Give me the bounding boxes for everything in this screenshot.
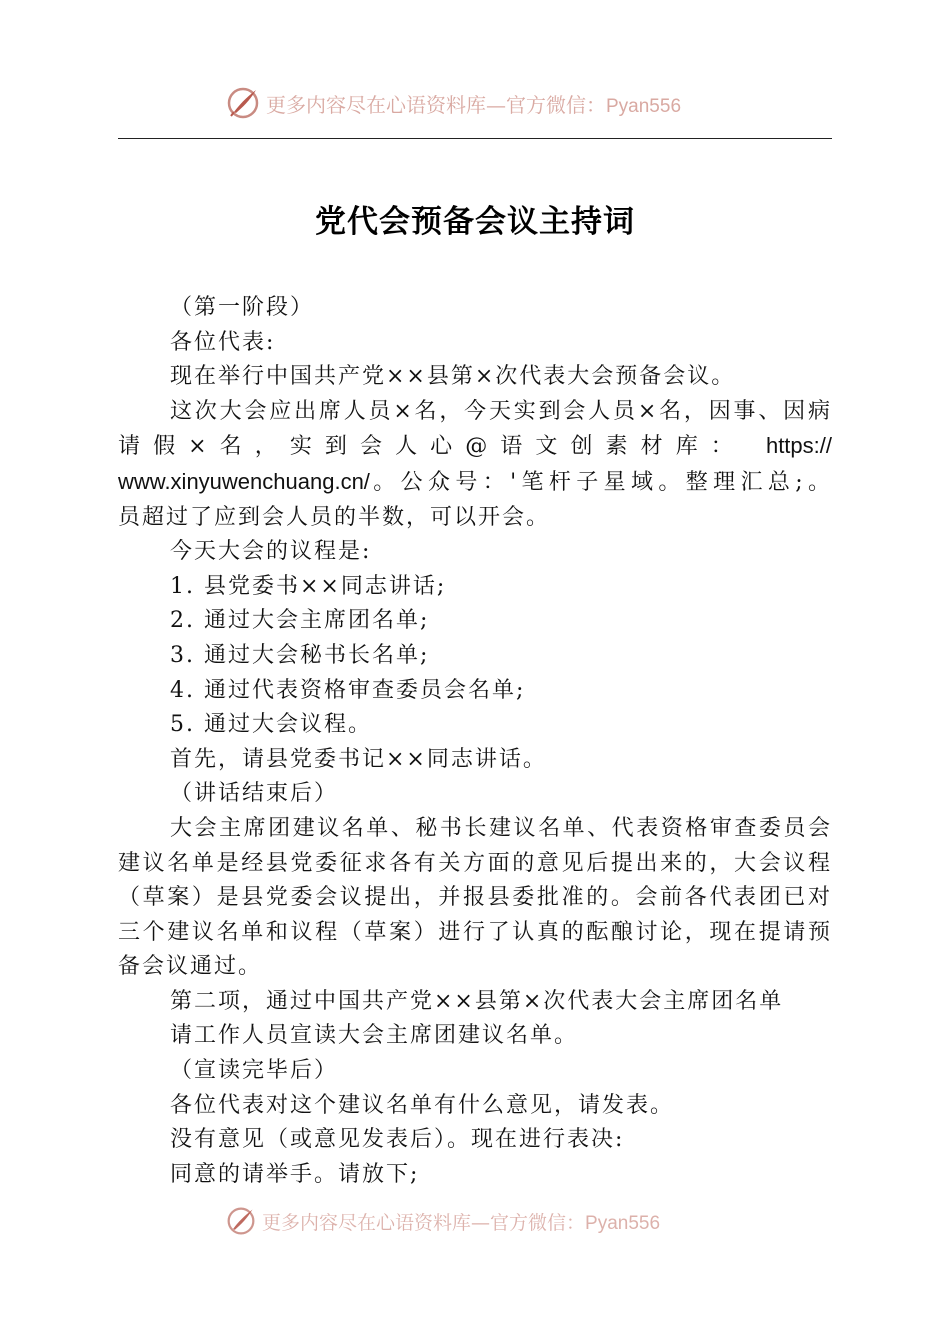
quill-logo-icon bbox=[226, 1206, 256, 1236]
paragraph: 同意的请举手。请放下; bbox=[170, 1161, 420, 1187]
paragraph: 没有意见（或意见发表后）。现在进行表决: bbox=[170, 1127, 625, 1153]
paragraph: （第一阶段） bbox=[170, 295, 315, 320]
paragraph-text-after-url: 。公众号：'笔杆子星域。整理汇总;。 bbox=[369, 469, 832, 495]
list-item: 2. 通过大会主席团名单; bbox=[170, 608, 430, 634]
list-item: 5. 通过大会议程。 bbox=[170, 712, 372, 738]
watermark-header bbox=[226, 84, 681, 122]
paragraph-text: 这次大会应出席人员×名，今天实到会人员×名，因事、因病请假×名，实到会人心@语文创素材库： bbox=[118, 398, 832, 460]
watermark-footer bbox=[226, 1206, 660, 1236]
paragraph: （宣读完毕后） bbox=[170, 1058, 339, 1084]
watermark-text: 更多内容尽在心语资料库—官方微信：Pyan556 bbox=[262, 1211, 661, 1234]
paragraph: 首先，请县党委书记××同志讲话。 bbox=[170, 746, 547, 772]
quill-logo-icon bbox=[226, 86, 260, 120]
url-link-part1[interactable]: https:// bbox=[765, 433, 832, 459]
paragraph: 请工作人员宣读大会主席团建议名单。 bbox=[170, 1023, 579, 1049]
paragraph: 各位代表: bbox=[170, 329, 276, 355]
list-item: 4. 通过代表资格审查委员会名单; bbox=[170, 677, 526, 703]
paragraph: 各位代表对这个建议名单有什么意见，请发表。 bbox=[170, 1092, 675, 1118]
watermark-text: 更多内容尽在心语资料库—官方微信：Pyan556 bbox=[266, 92, 682, 117]
header-divider bbox=[118, 138, 832, 139]
paragraph: 现在举行中国共产党××县第×次代表大会预备会议。 bbox=[170, 364, 736, 390]
paragraph-with-link bbox=[118, 395, 832, 501]
paragraph: 大会主席团建议名单、秘书长建议名单、代表资格审查委员会建议名单是经县党委征求各有关方面的意见后提出来的，大会议程（草案）是县党委会议提出，并报县委批准的。会前各代表团已对三个建议名单和议程（草案）进行了认真的酝酿讨论，现在提请预备会议通过。 bbox=[118, 815, 832, 980]
document-body bbox=[118, 291, 832, 1192]
list-item: 3. 通过大会秘书长名单; bbox=[170, 642, 430, 668]
page-title: 党代会预备会议主持词 bbox=[315, 204, 635, 240]
url-link-part2[interactable]: www.xinyuwenchuang.cn/ bbox=[118, 468, 370, 494]
paragraph: 今天大会的议程是: bbox=[170, 539, 372, 565]
list-item: 1. 县党委书××同志讲话; bbox=[170, 573, 447, 599]
paragraph: 员超过了应到会人员的半数，可以开会。 bbox=[118, 504, 551, 530]
paragraph: （讲话结束后） bbox=[170, 781, 339, 807]
paragraph: 第二项，通过中国共产党××县第×次代表大会主席团名单 bbox=[170, 988, 784, 1014]
